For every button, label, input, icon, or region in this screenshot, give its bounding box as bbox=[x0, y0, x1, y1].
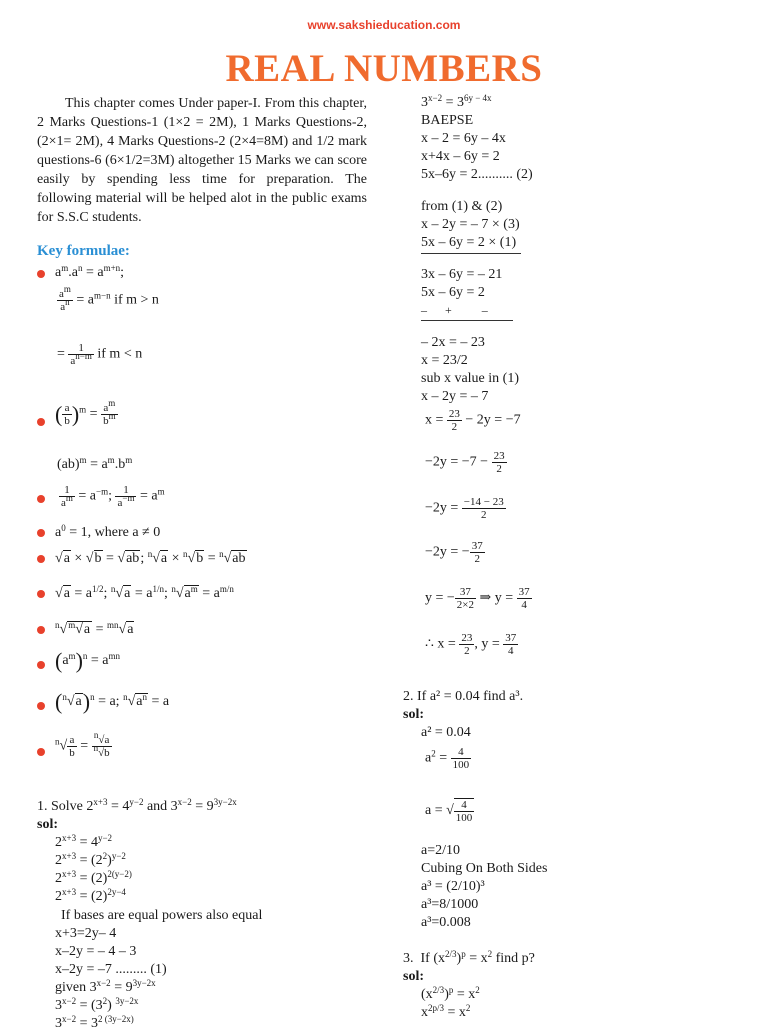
key-formulae-heading: Key formulae: bbox=[37, 243, 130, 259]
q1-eq: x+4x – 6y = 2 bbox=[421, 149, 500, 164]
formula-5: $(ab)^m = a^m.b^m$ bbox=[57, 455, 133, 472]
q1-step: $2^{x+3} = 4^{y-2}$ bbox=[55, 833, 113, 850]
q2-frac-step: $a^2$ = $\frac{4}{100}$ bbox=[425, 746, 470, 771]
q1-result: – 2x = – 23 bbox=[421, 335, 485, 350]
q1-eq: 5x–6y = 2.......... (2) bbox=[421, 167, 533, 182]
formula-11: $(a^m)^n = a^{mn}$ bbox=[55, 648, 121, 673]
q2-line: a³=0.008 bbox=[421, 915, 471, 930]
q1-step: $3^{x-2} = (3^2)$ $^{3y-2x}$ bbox=[55, 996, 139, 1013]
q1-frac-step: y = − $\frac{37}{2\times 2}$ ⇒ y = $\frac{37}{4}$ bbox=[425, 586, 530, 611]
q1-step: $2^{x+3} = (2)^{2(y-2)}$ bbox=[55, 869, 132, 886]
q1-step: given $3^{x-2} = 9^{3y-2x}$ bbox=[55, 978, 156, 995]
q3-step: $x^{2p/3} = x^2$ bbox=[421, 1003, 471, 1020]
divider bbox=[421, 253, 521, 254]
page-title: REAL NUMBERS bbox=[225, 47, 543, 90]
formula-12: $(^n√a)^n = a$; $^n√a^n = a$ bbox=[55, 689, 170, 714]
q2-question: 2. If a² = 0.04 find a³. bbox=[403, 689, 524, 704]
q1-step: $2^{x+3} = (2)^{2y-4}$ bbox=[55, 887, 126, 904]
q1-result: sub x value in (1) bbox=[421, 371, 519, 386]
q3-question: 3. If $(x^{2/3})^p = x^2$ find p? bbox=[403, 949, 535, 966]
bullet-icon bbox=[37, 418, 45, 426]
q2-line: a=2/10 bbox=[421, 843, 460, 858]
q2-sol-label: sol: bbox=[403, 707, 424, 722]
bullet-icon bbox=[37, 270, 45, 278]
q1-result: x = 23/2 bbox=[421, 353, 468, 368]
q1-frac-step: −2y = −7 − $\frac{23}{2}$ bbox=[425, 450, 505, 475]
formula-4: ( $\frac{a}{b}$ )$^m$ = $\frac{a^m}{b^m}$ bbox=[55, 398, 116, 427]
bullet-icon bbox=[37, 626, 45, 634]
q1-bases-note: If bases are equal powers also equal bbox=[61, 908, 263, 923]
bullet-icon bbox=[37, 555, 45, 563]
bullet-icon bbox=[37, 590, 45, 598]
q1-baepse: BAEPSE bbox=[421, 113, 474, 128]
q3-step: $(x^{2/3})^p = x^2$ bbox=[421, 985, 480, 1002]
bullet-icon bbox=[37, 495, 45, 503]
q1-line: x–2y = – 4 – 3 bbox=[55, 944, 137, 959]
q1-from: from (1) & (2) bbox=[421, 199, 503, 214]
q1-frac-step: −2y = $\frac{-14 - 23}{2}$ bbox=[425, 496, 504, 521]
bullet-icon bbox=[37, 702, 45, 710]
q1-question: 1. Solve $2^{x+3} = 4^{y-2}$ and $3^{x-2} = 9^{3y-2x}$ bbox=[37, 797, 237, 814]
divider bbox=[421, 320, 513, 321]
site-url[interactable]: www.sakshieducation.com bbox=[307, 18, 461, 32]
q1-result: x – 2y = – 7 bbox=[421, 389, 489, 404]
formula-6: $\frac{1}{a^m}$ = $a^{-m}$; $\frac{1}{a^{-m}}$ = $a^m$ bbox=[61, 484, 165, 509]
bullet-icon bbox=[37, 748, 45, 756]
q1-frac-step: −2y = − $\frac{37}{2}$ bbox=[425, 540, 483, 565]
formula-9: $√a = a^{1/2}$; $^n√a = a^{1/n}$; $^n√a^m = a^{m/n}$ bbox=[55, 584, 234, 601]
formula-1: $a^m.a^n = a^{m+n}$; bbox=[55, 263, 125, 280]
formula-10: $^n$√$^m$√a = $^{mn}$√a bbox=[55, 620, 134, 637]
q2-line: a³ = (2/10)³ bbox=[421, 879, 485, 894]
q1-sol-label: sol: bbox=[37, 817, 58, 832]
bullet-icon bbox=[37, 529, 45, 537]
q2-frac-step: a = √ $\frac{4}{100}$ bbox=[425, 799, 473, 824]
q1-line: x–2y = –7 ......... (1) bbox=[55, 962, 167, 977]
formula-8: √a × √b = √ab; $^n$√a × $^n$√b = $^n$√ab bbox=[55, 549, 246, 566]
bullet-icon bbox=[37, 661, 45, 669]
formula-13: $^n$√ $\frac{a}{b}$ = $\frac{^n√a}{^n√b}$ bbox=[55, 730, 110, 759]
formula-2: $\frac{a^m}{a^n}$ = $a^{m-n}$ if m > n bbox=[59, 284, 159, 313]
q1-step: $3^{x-2} = 3^{2 (3y-2x)}$ bbox=[55, 1014, 134, 1031]
q1-line: x+3=2y– 4 bbox=[55, 926, 117, 941]
q1-answer: ∴ x = $\frac{23}{2}$ , y = $\frac{37}{4}$ bbox=[425, 632, 517, 657]
q1-mult: 5x – 6y = 2 × (1) bbox=[421, 235, 517, 250]
q1-elim: 3x – 6y = – 21 bbox=[421, 267, 503, 282]
q1-step: $3^{x-2} = 3^{6y - 4x}$ bbox=[421, 93, 492, 110]
q3-sol-label: sol: bbox=[403, 969, 424, 984]
q1-signs: – + – bbox=[421, 303, 488, 317]
formula-3: = $\frac{1}{a^{n-m}}$ if m < n bbox=[57, 342, 143, 367]
q1-step: $2^{x+3} = (2^2)^{y-2}$ bbox=[55, 851, 126, 868]
intro-paragraph: This chapter comes Under paper-I. From this chapter, 2 Marks Questions-1 (1×2 = 2M), 1 Marks Questions-2, (2×1= 2M), 4 Marks Questions-2 (2×4=8M) and 1/2 mark questions-6 (6×1/2=3M) altogether 15 Marks we can score easily by spending less time for preparation. The following material will be helped alot in the public exams for S.S.C students. bbox=[37, 96, 367, 225]
q1-mult: x – 2y = – 7 × (3) bbox=[421, 217, 520, 232]
q1-frac-step: x = $\frac{23}{2}$ − 2y = −7 bbox=[425, 408, 521, 433]
formula-7: $a^0 = 1$, where a ≠ 0 bbox=[55, 523, 161, 540]
q1-eq: x – 2 = 6y – 4x bbox=[421, 131, 506, 146]
q2-line: a³=8/1000 bbox=[421, 897, 479, 912]
q2-line: a² = 0.04 bbox=[421, 725, 471, 740]
q1-elim: 5x – 6y = 2 bbox=[421, 285, 485, 300]
q2-line: Cubing On Both Sides bbox=[421, 861, 548, 876]
